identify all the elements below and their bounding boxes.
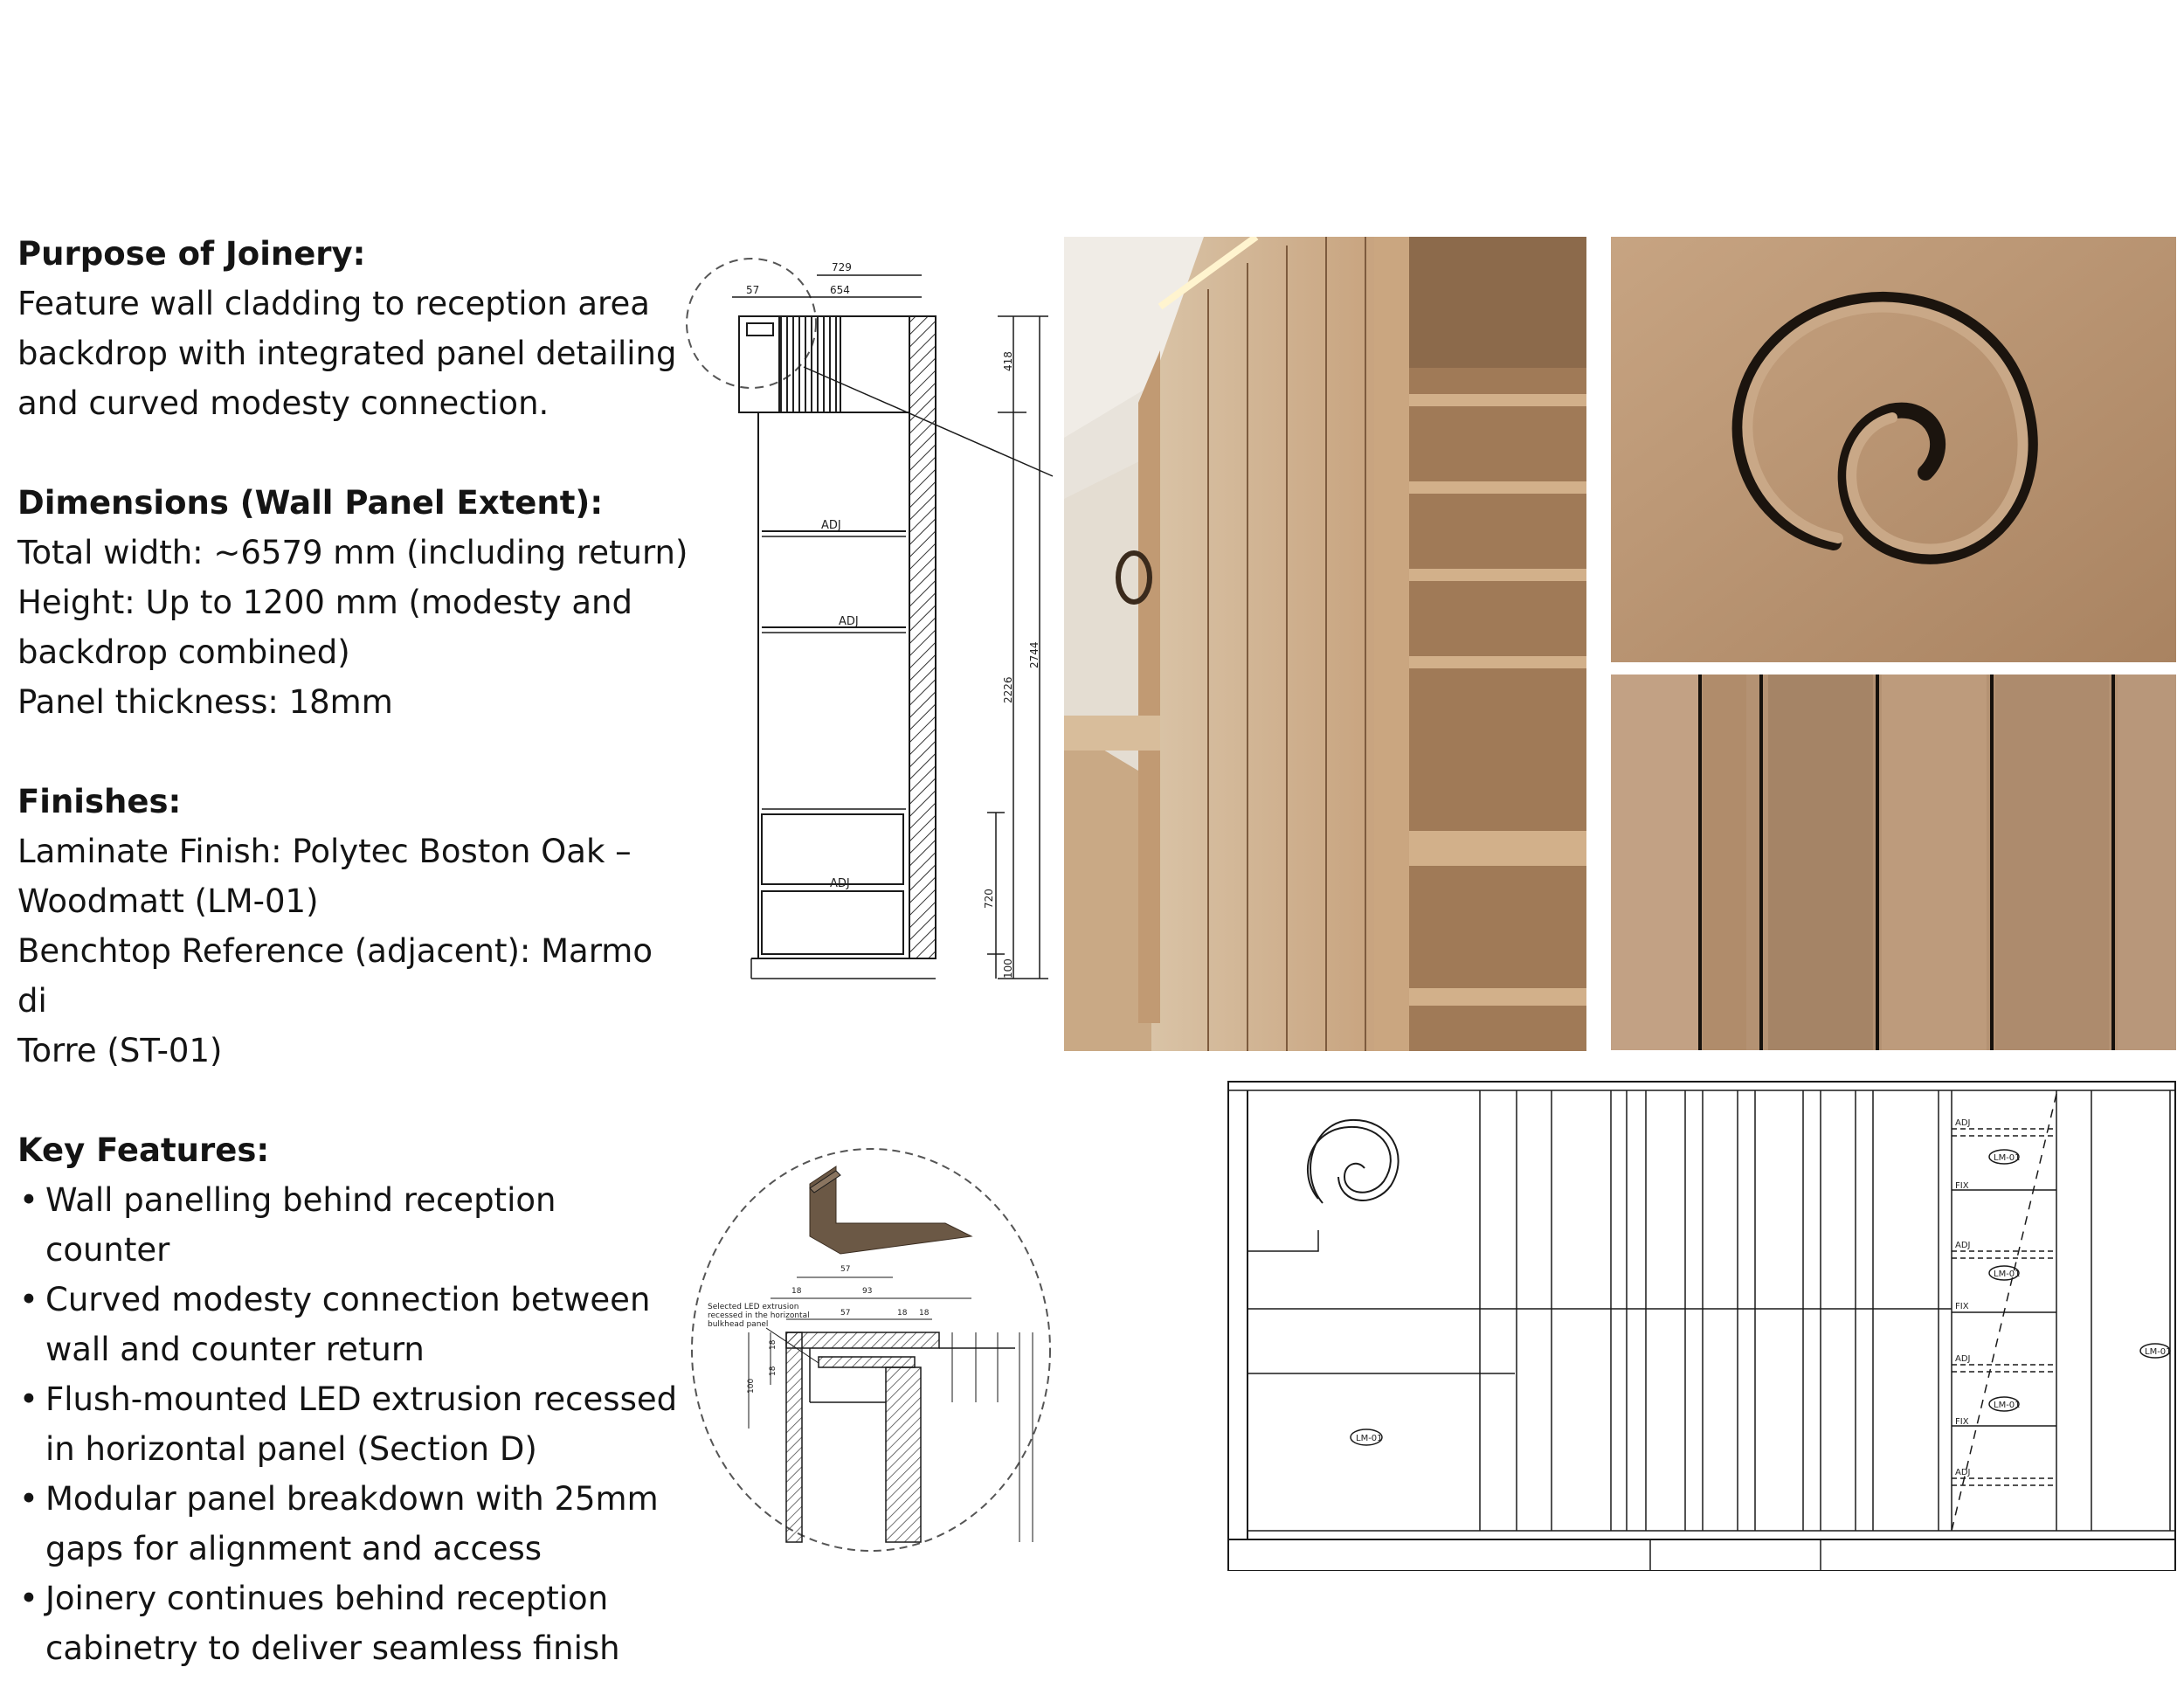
detail-callout-circle xyxy=(692,1149,1050,1551)
spiral-logo-outline-icon xyxy=(1308,1120,1399,1203)
purpose-line: Feature wall cladding to reception area xyxy=(17,285,650,322)
features-heading: Key Features: xyxy=(17,1131,270,1169)
feature-item: • Modular panel breakdown with 25mm gaps for alignment and access xyxy=(17,1474,690,1574)
shelf-label: FIX xyxy=(1955,1181,1969,1191)
finishes-heading: Finishes: xyxy=(17,783,182,820)
feature-item: • Joinery continues behind reception cabinetry to deliver seamless finish xyxy=(17,1574,690,1673)
finish-tag: LM-01 xyxy=(1994,1269,2021,1279)
led-note: Selected LED extrusion xyxy=(708,1303,799,1311)
svg-text:57: 57 xyxy=(840,1265,851,1274)
front-elevation-drawing xyxy=(1227,1076,2179,1571)
dimensions-line: Total width: ~6579 mm (including return) xyxy=(17,534,688,571)
dim-low: 720 xyxy=(983,889,995,909)
finish-tag: LM-01 xyxy=(1356,1434,1383,1443)
purpose-line: and curved modesty connection. xyxy=(17,384,549,422)
svg-text:93: 93 xyxy=(862,1287,873,1296)
dim-body: 2226 xyxy=(1002,676,1014,703)
finish-tag: LM-01 xyxy=(1994,1401,2021,1410)
reception-wall-photo xyxy=(1064,237,1586,1051)
dim-top-outer: 729 xyxy=(832,261,852,273)
led-extrusion-detail xyxy=(683,1140,1059,1560)
led-note: bulkhead panel xyxy=(708,1320,769,1329)
finishes-line: Woodmatt (LM-01) xyxy=(17,882,319,920)
section-drawing xyxy=(681,253,1066,1005)
purpose-line: backdrop with integrated panel detailing xyxy=(17,335,677,372)
finishes-line: Benchtop Reference (adjacent): Marmo di xyxy=(17,932,653,1020)
dim-base: 100 xyxy=(1002,958,1014,979)
specification-text xyxy=(17,229,690,1673)
dim-top-left: 57 xyxy=(746,284,760,296)
dim-total: 2744 xyxy=(1028,641,1040,668)
dimensions-line: Height: Up to 1200 mm (modesty and xyxy=(17,584,632,621)
finishes-line: Laminate Finish: Polytec Boston Oak – xyxy=(17,833,632,870)
finish-tag: LM-01 xyxy=(1994,1153,2021,1163)
shelf-label-adj: ADJ xyxy=(830,877,850,890)
shelf-label: FIX xyxy=(1955,1302,1969,1311)
features-list xyxy=(17,1175,690,1673)
shelf-label-adj: ADJ xyxy=(821,519,841,532)
dim-head: 418 xyxy=(1002,351,1014,371)
dim-top-inner: 654 xyxy=(830,284,850,296)
svg-text:18: 18 xyxy=(769,1366,778,1376)
shelf-label: FIX xyxy=(1955,1417,1969,1427)
svg-text:18: 18 xyxy=(897,1309,908,1318)
led-note: recessed in the horizontal xyxy=(708,1311,810,1320)
shelf-label-adj: ADJ xyxy=(839,615,859,628)
svg-text:57: 57 xyxy=(840,1309,851,1318)
svg-text:18: 18 xyxy=(919,1309,930,1318)
finishes-line: Torre (ST-01) xyxy=(17,1032,223,1069)
shelf-label: ADJ xyxy=(1955,1354,1971,1364)
shelf-label: ADJ xyxy=(1955,1241,1971,1250)
shelf-label: ADJ xyxy=(1955,1468,1971,1477)
feature-item: • Curved modesty connection between wall and counter return xyxy=(17,1275,690,1374)
svg-text:100: 100 xyxy=(747,1378,756,1394)
shelf-label: ADJ xyxy=(1955,1118,1971,1128)
feature-item: • Wall panelling behind reception counter xyxy=(17,1175,690,1275)
svg-text:18: 18 xyxy=(791,1287,802,1296)
dimensions-line: Panel thickness: 18mm xyxy=(17,683,393,721)
finish-tag: LM-01 xyxy=(2145,1347,2172,1357)
dimensions-line: backdrop combined) xyxy=(17,633,350,671)
spiral-logo-photo xyxy=(1611,237,2176,662)
svg-text:18: 18 xyxy=(769,1339,778,1350)
purpose-heading: Purpose of Joinery: xyxy=(17,235,366,273)
feature-item: • Flush-mounted LED extrusion recessed in horizontal panel (Section D) xyxy=(17,1374,690,1474)
oak-panel-texture-photo xyxy=(1611,675,2176,1050)
dimensions-heading: Dimensions (Wall Panel Extent): xyxy=(17,484,604,522)
